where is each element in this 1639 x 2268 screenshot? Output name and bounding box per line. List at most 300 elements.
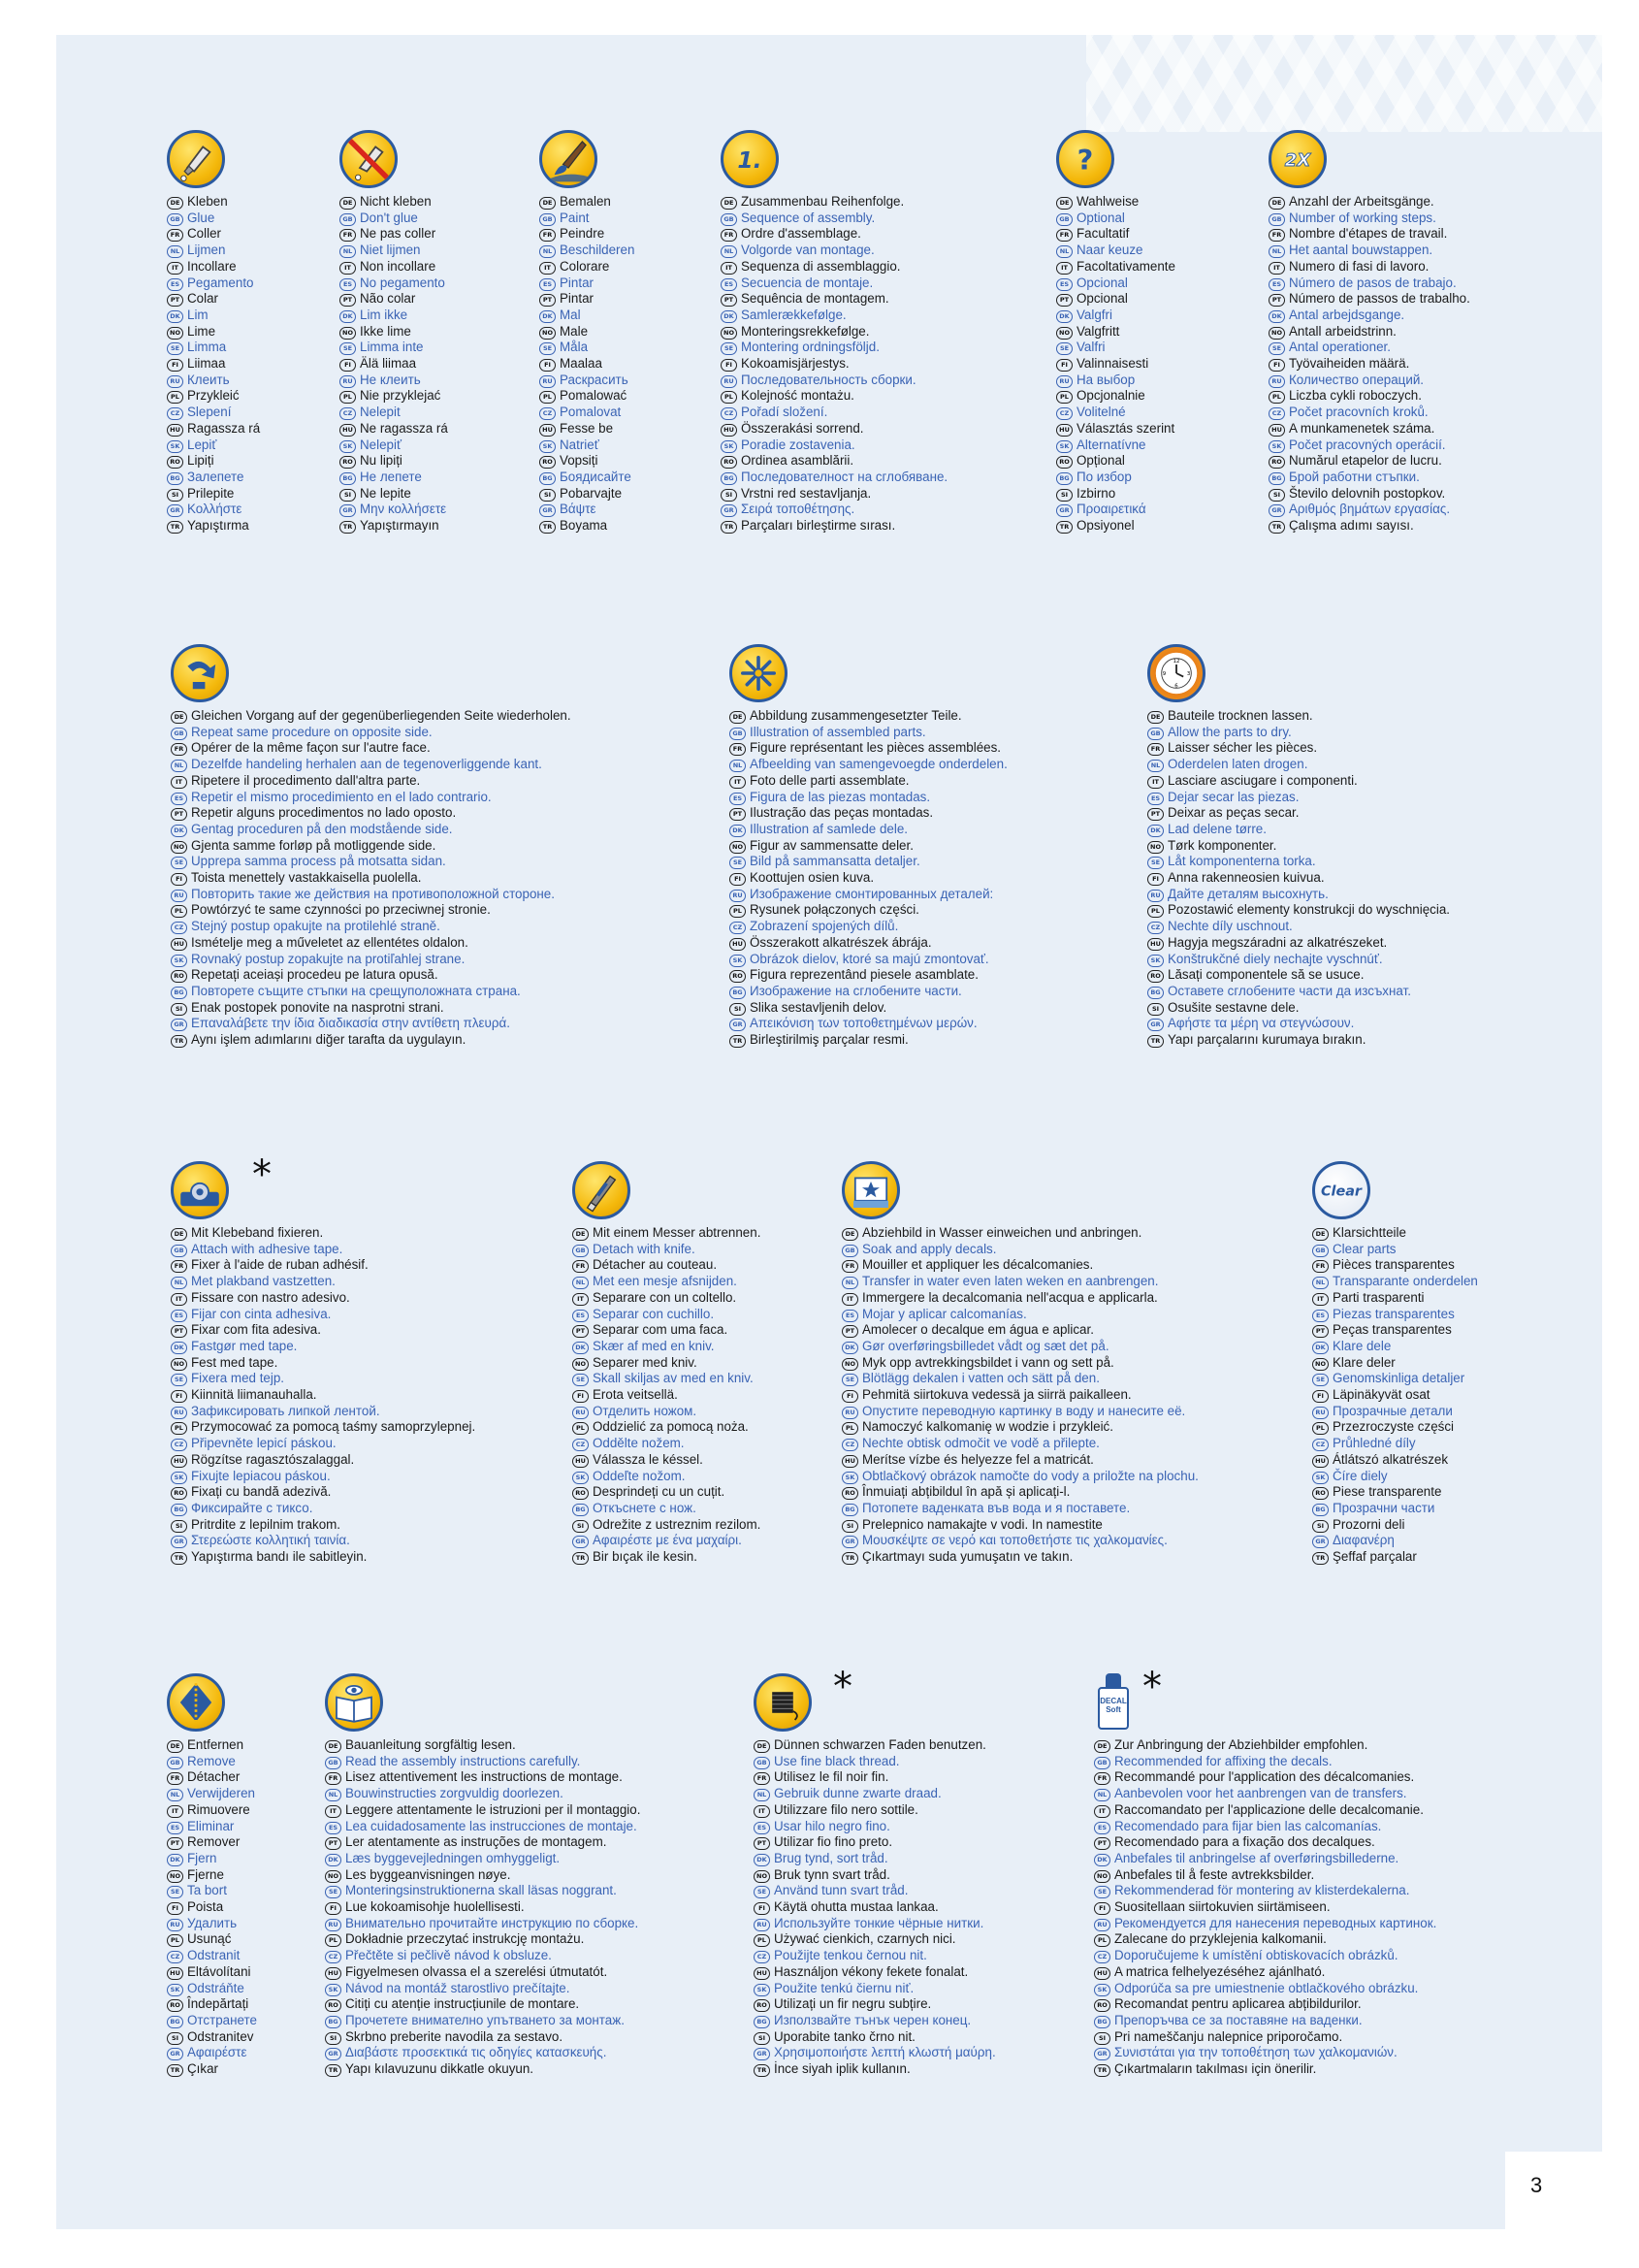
translation-item xyxy=(1056,275,1175,292)
translation-item xyxy=(842,1452,1199,1469)
language-code-badge: RO xyxy=(1056,456,1073,469)
translation-item xyxy=(167,1981,257,1997)
translation-text: Separar con cuchillo. xyxy=(593,1306,715,1321)
language-code-badge: NL xyxy=(339,245,356,258)
translation-item xyxy=(1269,194,1470,211)
translation-text: Odporúča sa pre umiestnenie obtlačkového obrázku. xyxy=(1114,1980,1419,1995)
translation-text: Parti trasparenti xyxy=(1333,1289,1425,1305)
translation-text: Оставете сглобените части да изсъхнат. xyxy=(1168,983,1411,998)
language-code-badge: FR xyxy=(325,1772,341,1785)
translation-text: Verwijderen xyxy=(187,1786,255,1801)
language-code-badge: TR xyxy=(539,521,556,534)
legend-remove xyxy=(167,1673,257,2078)
translation-item xyxy=(171,935,571,952)
translation-text: Pintar xyxy=(560,291,594,307)
language-code-badge: BG xyxy=(171,1504,187,1516)
translation-text: Prelepnico namakajte v vodi. In namestite xyxy=(862,1516,1103,1532)
translation-text: Fixar com fita adesiva. xyxy=(191,1322,321,1338)
translation-text: Fixer à l'aide de ruban adhésif. xyxy=(191,1257,369,1273)
language-code-badge: NO xyxy=(167,327,183,340)
language-code-badge: DE xyxy=(842,1228,858,1241)
language-code-badge: GB xyxy=(1147,728,1164,740)
language-code-badge: RO xyxy=(167,1999,183,2012)
translation-text: Entfernen xyxy=(187,1737,244,1752)
translation-text: Optional xyxy=(1077,210,1125,225)
translation-text: Peças transparentes xyxy=(1333,1322,1452,1338)
translation-item xyxy=(171,805,571,822)
translation-text: Recommended for affixing the decals. xyxy=(1114,1753,1333,1768)
translation-text: Immergere la decalcomania nell'acqua e applicarla. xyxy=(862,1289,1158,1305)
translation-item xyxy=(325,1964,640,1981)
translation-item xyxy=(1147,935,1450,952)
language-code-badge: SK xyxy=(325,1984,341,1996)
translation-item xyxy=(171,967,571,984)
translation-item xyxy=(1147,1016,1450,1032)
translation-item xyxy=(1094,1834,1436,1851)
translation-item xyxy=(167,1916,257,1932)
translation-item xyxy=(729,773,1008,790)
translation-text: Στερεώστε κολλητική ταινία. xyxy=(191,1533,350,1548)
translation-text: Utilizzare filo nero sottile. xyxy=(774,1801,918,1817)
translation-text: Ismételje meg a műveletet az ellentétes oldalon. xyxy=(191,934,468,950)
language-code-badge: HU xyxy=(167,424,183,437)
language-code-badge: GB xyxy=(167,1757,183,1769)
language-code-badge: NL xyxy=(1056,245,1073,258)
translation-item xyxy=(1094,2061,1436,2078)
translation-item xyxy=(167,2029,257,2046)
language-code-badge: CZ xyxy=(167,1951,183,1963)
language-code-badge: SK xyxy=(754,1984,770,1996)
language-code-badge: RO xyxy=(1312,1487,1329,1500)
asterisk-marker: * xyxy=(252,1152,272,1197)
language-code-badge: IT xyxy=(539,262,556,275)
translation-item xyxy=(1269,340,1470,356)
translation-text: Anbefales til anbringelse af overføringsbillederne. xyxy=(1114,1850,1399,1865)
translation-item xyxy=(1269,226,1470,243)
translation-text: Pintar xyxy=(560,275,594,290)
translation-text: Het aantal bouwstappen. xyxy=(1289,243,1433,258)
translation-text: Потопете ваденката във вода и я поставете. xyxy=(862,1500,1131,1515)
language-code-badge: TR xyxy=(167,2064,183,2077)
translation-text: Valgfri xyxy=(1077,307,1112,322)
translation-text: Lim ikke xyxy=(360,307,408,322)
translation-text: Επαναλάβετε την ίδια διαδικασία στην αντίθετη πλευρά. xyxy=(191,1016,510,1031)
translation-text: Vrstni red sestavljanja. xyxy=(741,485,872,501)
translation-text: Suositellaan siirtokuvien siirtämiseen. xyxy=(1114,1899,1331,1915)
language-code-badge: SI xyxy=(1312,1520,1329,1533)
language-code-badge: GR xyxy=(1147,1019,1164,1031)
translation-item xyxy=(1094,1981,1436,1997)
language-code-badge: DK xyxy=(572,1342,589,1354)
language-code-badge: TR xyxy=(842,1552,858,1565)
translation-text: İnce siyah iplik kullanın. xyxy=(774,2061,911,2077)
translation-item xyxy=(721,291,948,308)
translation-item xyxy=(171,1436,475,1452)
translation-text: Фиксирайте с тиксо. xyxy=(191,1500,313,1515)
translation-text: Laisser sécher les pièces. xyxy=(1168,740,1318,756)
language-code-badge: NL xyxy=(171,760,187,772)
translation-text: Použijte tenkou černou nit. xyxy=(774,1948,927,1963)
language-code-badge: SI xyxy=(842,1520,858,1533)
translation-item xyxy=(842,1501,1199,1517)
translation-text: Последовательность сборки. xyxy=(741,372,916,387)
language-code-badge: PT xyxy=(1269,294,1285,307)
translation-item xyxy=(325,1996,640,2013)
language-code-badge: HU xyxy=(1147,938,1164,951)
translation-item xyxy=(572,1257,760,1274)
translation-text: Zalecane do przyklejenia kalkomanii. xyxy=(1114,1931,1327,1947)
translation-item xyxy=(754,1851,996,1867)
translation-list xyxy=(754,1737,996,2078)
translation-item xyxy=(721,470,948,486)
translation-text: Bruk tynn svart tråd. xyxy=(774,1866,890,1882)
translation-list xyxy=(171,1225,475,1566)
translation-item xyxy=(1056,518,1175,535)
translation-item xyxy=(325,1981,640,1997)
translation-item xyxy=(754,2013,996,2029)
translation-item xyxy=(339,275,448,292)
language-code-badge: DK xyxy=(1312,1342,1329,1354)
translation-item xyxy=(167,1964,257,1981)
translation-item xyxy=(339,502,448,518)
language-code-badge: FR xyxy=(754,1772,770,1785)
translation-item xyxy=(339,486,448,502)
translation-item xyxy=(339,518,448,535)
translation-item xyxy=(325,2029,640,2046)
language-code-badge: FR xyxy=(721,229,737,242)
translation-item xyxy=(1312,1242,1478,1258)
translation-text: Раскрасить xyxy=(560,372,628,387)
translation-text: Remover xyxy=(187,1834,241,1850)
translation-text: Blötlägg dekalen i vatten och sätt på den. xyxy=(862,1371,1100,1386)
translation-text: Изображение смонтированных деталей: xyxy=(750,886,994,901)
translation-text: Pri nameščanju nalepnice priporočamo. xyxy=(1114,2028,1343,2044)
language-code-badge: IT xyxy=(171,776,187,789)
translation-text: Sequência de montagem. xyxy=(741,291,889,307)
translation-item xyxy=(167,486,260,502)
language-code-badge: IT xyxy=(1147,776,1164,789)
translation-text: Lepiť xyxy=(187,437,217,452)
translation-item xyxy=(171,1307,475,1323)
translation-text: Összerakási sorrend. xyxy=(741,420,864,436)
translation-item xyxy=(1147,725,1450,741)
translation-text: Abbildung zusammengesetzter Teile. xyxy=(750,708,962,723)
translation-item xyxy=(572,1371,760,1387)
language-code-badge: SE xyxy=(842,1374,858,1386)
language-code-badge: RU xyxy=(171,890,187,902)
translation-item xyxy=(167,2013,257,2029)
translation-text: Slika sestavljenih delov. xyxy=(750,999,887,1015)
translation-text: Pehmitä siirtokuva vedessä ja siirrä paikalleen. xyxy=(862,1387,1132,1403)
language-code-badge: NL xyxy=(721,245,737,258)
language-code-badge: HU xyxy=(325,1967,341,1980)
translation-text: Průhledné díly xyxy=(1333,1436,1416,1451)
language-code-badge: NO xyxy=(339,327,356,340)
language-code-badge: SK xyxy=(721,440,737,453)
translation-list xyxy=(572,1225,760,1566)
translation-item xyxy=(1056,340,1175,356)
language-code-badge: ES xyxy=(325,1822,341,1834)
translation-text: Använd tunn svart tråd. xyxy=(774,1883,909,1898)
translation-item xyxy=(572,1484,760,1501)
language-code-badge: RU xyxy=(729,890,746,902)
translation-item xyxy=(754,1981,996,1997)
translation-text: Lue kokoamisohje huolellisesti. xyxy=(345,1899,525,1915)
translation-item xyxy=(171,854,571,870)
translation-text: Fest med tape. xyxy=(191,1354,278,1370)
translation-item xyxy=(721,308,948,324)
translation-item xyxy=(167,275,260,292)
translation-text: Número de pasos de trabajo. xyxy=(1289,275,1457,290)
translation-text: Gleichen Vorgang auf der gegenüberliegenden Seite wiederholen. xyxy=(191,708,571,723)
translation-item xyxy=(754,2029,996,2046)
translation-text: Namoczyć kalkomanię w wodzie i przykleić. xyxy=(862,1419,1113,1435)
language-code-badge: FI xyxy=(1147,873,1164,886)
translation-item xyxy=(754,1867,996,1884)
translation-item xyxy=(167,1769,257,1786)
translation-text: Transfer in water even laten weken en aanbrengen. xyxy=(862,1274,1159,1289)
translation-text: Dokładnie przeczytać instrukcję montażu. xyxy=(345,1931,585,1947)
translation-text: Poradie zostavenia. xyxy=(741,437,855,452)
language-code-badge: GR xyxy=(842,1536,858,1548)
translation-item xyxy=(171,1404,475,1420)
language-code-badge: SK xyxy=(171,1472,187,1484)
translation-text: Klarsichtteile xyxy=(1333,1225,1406,1240)
translation-text: Käytä ohutta mustaa lankaa. xyxy=(774,1899,939,1915)
translation-text: Enak postopek ponovite na nasprotni strani. xyxy=(191,999,444,1015)
translation-item xyxy=(167,1996,257,2013)
translation-text: Desprindeți cu un cuțit. xyxy=(593,1484,725,1500)
language-code-badge: SK xyxy=(1269,440,1285,453)
translation-text: Fastgør med tape. xyxy=(191,1338,298,1353)
translation-text: Valgfritt xyxy=(1077,323,1120,339)
translation-item xyxy=(171,1290,475,1307)
language-code-badge: SE xyxy=(721,342,737,355)
language-code-badge: BG xyxy=(1147,987,1164,999)
translation-text: Mit einem Messer abtrennen. xyxy=(593,1225,761,1240)
translation-text: Изображение на сглобените части. xyxy=(750,983,962,998)
language-code-badge: ES xyxy=(572,1310,589,1322)
translation-item xyxy=(1269,308,1470,324)
translation-item xyxy=(171,1032,571,1049)
translation-list xyxy=(339,194,448,535)
language-code-badge: GB xyxy=(572,1245,589,1257)
translation-text: Vopsiți xyxy=(560,453,598,469)
translation-item xyxy=(1094,1931,1436,1948)
language-code-badge: CZ xyxy=(1094,1951,1110,1963)
translation-text: Залепете xyxy=(187,469,244,484)
translation-text: Clear parts xyxy=(1333,1241,1397,1256)
translation-item xyxy=(721,373,948,389)
translation-text: Çıkartmayı suda yumuşatın ve takın. xyxy=(862,1549,1074,1565)
language-code-badge: FI xyxy=(1056,359,1073,372)
translation-item xyxy=(1147,708,1450,725)
language-code-badge: NO xyxy=(1269,327,1285,340)
language-code-badge: RU xyxy=(1147,890,1164,902)
language-code-badge: DK xyxy=(167,1854,183,1866)
translation-text: Fjern xyxy=(187,1850,217,1865)
translation-text: Gjenta samme forløp på motliggende side. xyxy=(191,837,436,853)
language-code-badge: NL xyxy=(1269,245,1285,258)
translation-item xyxy=(167,1883,257,1899)
translation-text: Liimaa xyxy=(187,356,226,372)
translation-text: Incollare xyxy=(187,258,237,274)
translation-text: Separer med kniv. xyxy=(593,1354,697,1370)
translation-item xyxy=(729,854,1008,870)
language-code-badge: IT xyxy=(171,1293,187,1306)
language-code-badge: PL xyxy=(572,1422,589,1435)
translation-text: Ikke lime xyxy=(360,323,411,339)
translation-text: Paint xyxy=(560,210,590,225)
translation-item xyxy=(171,984,571,1000)
translation-text: Rekommenderad för montering av klisterdekalerna. xyxy=(1114,1883,1410,1898)
translation-list xyxy=(325,1737,640,2078)
translation-text: Monteringsrekkefølge. xyxy=(741,323,870,339)
translation-item xyxy=(1056,405,1175,421)
translation-text: Älä liimaa xyxy=(360,356,417,372)
translation-item xyxy=(167,324,260,340)
translation-item xyxy=(572,1533,760,1549)
translation-item xyxy=(167,243,260,259)
language-code-badge: BG xyxy=(721,472,737,485)
question-mark-icon xyxy=(1056,130,1114,188)
language-code-badge: DK xyxy=(171,825,187,837)
translation-item xyxy=(1312,1274,1478,1290)
translation-item xyxy=(539,405,634,421)
translation-text: Opțional xyxy=(1077,453,1125,469)
language-code-badge: DE xyxy=(539,197,556,210)
language-code-badge: SI xyxy=(339,489,356,502)
language-code-badge: SK xyxy=(842,1472,858,1484)
language-code-badge: NO xyxy=(754,1870,770,1883)
translation-item xyxy=(339,405,448,421)
language-code-badge: FI xyxy=(339,359,356,372)
legend-thread xyxy=(754,1665,996,2078)
translation-item xyxy=(325,1851,640,1867)
translation-item xyxy=(1269,388,1470,405)
translation-item xyxy=(842,1257,1199,1274)
translation-text: Número de passos de trabalho. xyxy=(1289,291,1470,307)
translation-item xyxy=(1094,2029,1436,2046)
asterisk-marker: * xyxy=(1142,1665,1162,1709)
translation-text: Fixați cu bandă adezivă. xyxy=(191,1484,332,1500)
translation-item xyxy=(171,1387,475,1404)
translation-item xyxy=(539,275,634,292)
language-code-badge: DE xyxy=(171,711,187,724)
translation-item xyxy=(729,887,1008,903)
translation-text: Ripetere il procedimento dall'altra parte. xyxy=(191,772,421,788)
language-code-badge: GR xyxy=(572,1536,589,1548)
translation-item xyxy=(339,259,448,275)
translation-text: Repetați aceiași procedeu pe latura opusă. xyxy=(191,967,438,983)
translation-item xyxy=(1269,211,1470,227)
page-number: 3 xyxy=(1530,2173,1543,2197)
translation-text: Připevněte lepicí páskou. xyxy=(191,1436,337,1451)
translation-item xyxy=(721,405,948,421)
translation-text: Maalaa xyxy=(560,356,602,372)
translation-item xyxy=(171,1000,571,1017)
language-code-badge: HU xyxy=(1094,1967,1110,1980)
translation-text: Počet pracovních kroků. xyxy=(1289,405,1429,420)
translation-item xyxy=(721,259,948,275)
translation-item xyxy=(325,1867,640,1884)
language-code-badge: DK xyxy=(754,1854,770,1866)
language-code-badge: PL xyxy=(171,905,187,918)
translation-item xyxy=(1269,453,1470,470)
translation-item xyxy=(721,211,948,227)
language-code-badge: HU xyxy=(1056,424,1073,437)
translation-item xyxy=(1056,388,1175,405)
translation-text: Leggere attentamente le istruzioni per il montaggio. xyxy=(345,1801,641,1817)
language-code-badge: SI xyxy=(539,489,556,502)
translation-text: Απεικόνιση των τοποθετημένων μερών. xyxy=(750,1016,978,1031)
translation-text: Anbefales til å feste avtrekksbilder. xyxy=(1114,1866,1315,1882)
translation-item xyxy=(842,1371,1199,1387)
language-code-badge: BG xyxy=(339,472,356,485)
language-code-badge: DE xyxy=(729,711,746,724)
clear-parts-icon xyxy=(1312,1161,1370,1219)
translation-item xyxy=(572,1517,760,1534)
language-code-badge: PL xyxy=(1269,391,1285,404)
legend-dry xyxy=(1147,644,1450,1049)
translation-item xyxy=(1312,1322,1478,1339)
translation-item xyxy=(1147,967,1450,984)
translation-item xyxy=(1094,1883,1436,1899)
language-code-badge: HU xyxy=(1269,424,1285,437)
language-code-badge: ES xyxy=(721,278,737,291)
language-code-badge: SI xyxy=(1056,489,1073,502)
language-code-badge: BG xyxy=(167,472,183,485)
translation-item xyxy=(167,1867,257,1884)
language-code-badge: DK xyxy=(1269,310,1285,323)
language-code-badge: ES xyxy=(167,278,183,291)
language-code-badge: DE xyxy=(1094,1740,1110,1753)
translation-item xyxy=(325,1899,640,1916)
translation-text: Ler atentamente as instruções de montagem. xyxy=(345,1834,607,1850)
translation-text: A matrica felhelyezéséhez ajánlható. xyxy=(1114,1963,1326,1979)
translation-text: Nelepit xyxy=(360,405,401,420)
language-code-badge: DK xyxy=(325,1854,341,1866)
translation-text: Клеить xyxy=(187,372,230,387)
translation-item xyxy=(1094,1754,1436,1770)
language-code-badge: IT xyxy=(1312,1293,1329,1306)
translation-item xyxy=(1312,1419,1478,1436)
translation-text: Lime xyxy=(187,323,216,339)
language-code-badge: PT xyxy=(729,808,746,821)
translation-item xyxy=(539,291,634,308)
translation-item xyxy=(171,1242,475,1258)
language-code-badge: SK xyxy=(171,955,187,967)
translation-text: Liczba cykli roboczych. xyxy=(1289,388,1422,404)
translation-text: Přečtěte si pečlivě návod k obsluze. xyxy=(345,1948,552,1963)
translation-text: Facultatif xyxy=(1077,226,1130,242)
translation-item xyxy=(325,1834,640,1851)
language-code-badge: NO xyxy=(842,1358,858,1371)
language-code-badge: ES xyxy=(171,793,187,805)
language-code-badge: HU xyxy=(842,1455,858,1468)
translation-text: Figura reprezentând piesele asamblate. xyxy=(750,967,979,983)
language-code-badge: GR xyxy=(171,1019,187,1031)
translation-item xyxy=(842,1274,1199,1290)
translation-item xyxy=(1056,373,1175,389)
translation-text: Dejar secar las piezas. xyxy=(1168,789,1300,804)
translation-item xyxy=(171,1484,475,1501)
language-code-badge: TR xyxy=(754,2064,770,2077)
translation-item xyxy=(729,805,1008,822)
translation-item xyxy=(842,1307,1199,1323)
language-code-badge: CZ xyxy=(539,407,556,420)
language-code-badge: NL xyxy=(325,1789,341,1801)
